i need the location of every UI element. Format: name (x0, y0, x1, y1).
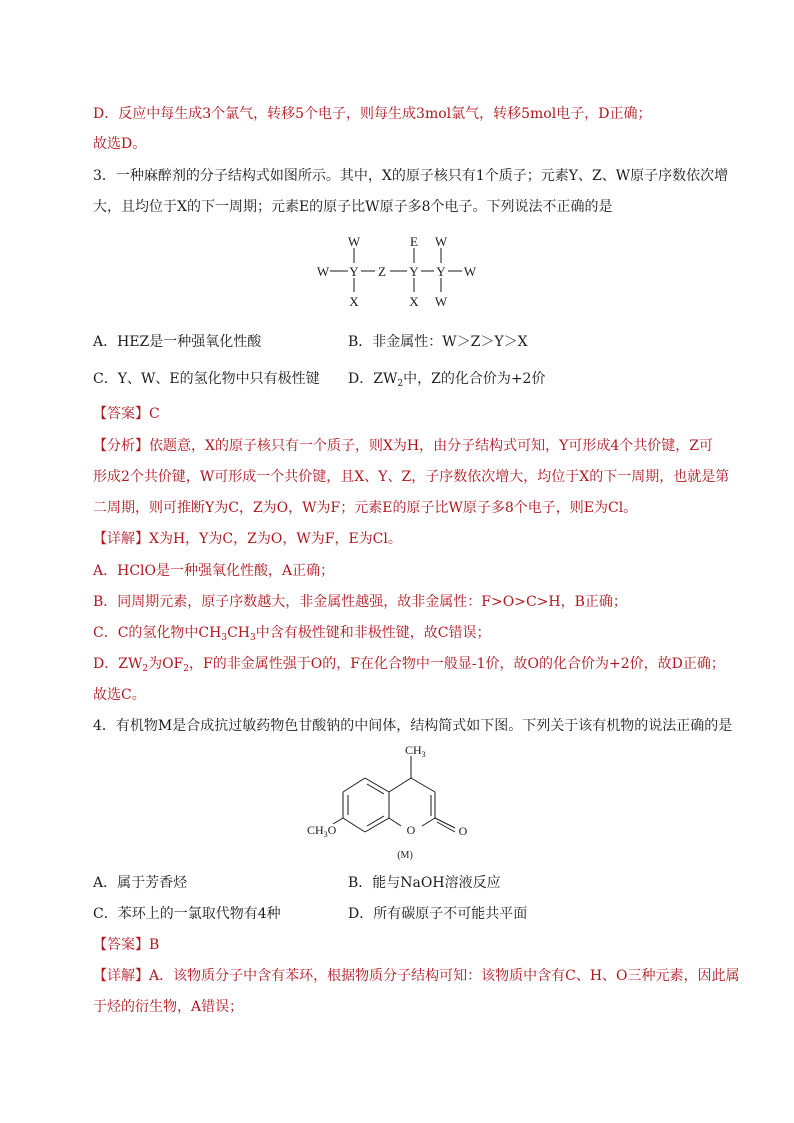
analysis-line-1: 【分析】依题意，X的原子核只有一个质子，则X为H，由分子结构式可知，Y可形成4个共价键，Z可 (93, 438, 714, 454)
detail-b: B．同周期元素，原子序数越大，非金属性越强，故非金属性：F>O>C>H，B正确； (93, 594, 627, 610)
atom-w-bottom: W (434, 294, 448, 309)
q3-option-a: A．HEZ是一种强氧化性酸 (93, 334, 262, 350)
detail-line-1: 【详解】X为H，Y为C，Z为O，W为F，E为Cl。 (93, 531, 402, 547)
question-3-line-2: 大，且均位于X的下一周期；元素E的原子比W原子多8个电子。下列说法不正确的是 (93, 199, 613, 215)
atom-x-2: X (409, 294, 419, 309)
q4-option-d: D．所有碳原子不可能共平面 (348, 906, 528, 922)
atom-y-3: Y (436, 264, 446, 279)
detail-4-line-1: 【详解】A．该物质分子中含有苯环，根据物质分子结构可知：该物质中含有C、H、O三种元素，因此属 (93, 968, 740, 984)
answer-3: 【答案】C (93, 406, 160, 422)
atom-y-2: Y (409, 264, 419, 279)
atom-y-1: Y (349, 264, 359, 279)
atom-w-right: W (463, 264, 477, 279)
atom-w-top-1: W (347, 234, 361, 249)
select-c-text: 故选C。 (93, 687, 146, 703)
molecule-structure-1 (310, 230, 490, 312)
q4-option-b: B．能与NaOH溶液反应 (348, 875, 501, 891)
q3-option-d: D．$ZW_2$中，Z的化合价为+2价 (348, 371, 546, 389)
question-3-line-1: 3．一种麻醉剂的分子结构式如图所示。其中，X的原子核只有1个质子；元素Y、Z、W原子序数依次增 (93, 168, 729, 184)
answer-4: 【答案】B (93, 937, 160, 953)
methyl-top-label: $CH_3$ (405, 743, 426, 759)
atom-z: Z (378, 264, 386, 279)
select-d-text: 故选D。 (93, 136, 147, 152)
q4-option-a: A．属于芳香烃 (93, 875, 188, 891)
ring-oxygen-label: O (406, 823, 416, 837)
methoxy-label: $CH_3O$ (307, 823, 337, 839)
molecule-structure-2 (305, 738, 485, 866)
question-4: 4．有机物M是合成抗过敏药物色甘酸钠的中间体，结构简式如下图。下列关于该有机物的说法正确的是 (93, 718, 733, 734)
atom-w-left: W (316, 264, 330, 279)
q4-option-c: C．苯环上的一氯取代物有4种 (93, 906, 281, 922)
analysis-line-3: 二周期，则可推断Y为C，Z为O，W为F；元素E的原子比W原子多8个电子，则E为Cl。 (93, 500, 638, 516)
detail-a: A．HClO是一种强氧化性酸，A正确； (93, 563, 335, 579)
option-d-text: D．反应中每生成3个氯气，转移5个电子，则每生成3mol氯气，转移5mol电子，D正确； (93, 106, 652, 122)
detail-c: C．C的氢化物中$CH_3CH_3$中含有极性键和非极性键，故C错误； (93, 625, 491, 643)
atom-e: E (410, 234, 418, 249)
atom-x-1: X (349, 294, 359, 309)
atom-w-top-2: W (434, 234, 448, 249)
q3-option-b: B．非金属性：W＞Z＞Y＞X (348, 334, 528, 350)
q3-option-c: C．Y、W、E的氢化物中只有极性键 (93, 371, 320, 387)
detail-4-line-2: 于烃的衍生物，A错误； (93, 999, 244, 1015)
molecule-caption: (M) (397, 850, 413, 861)
carbonyl-oxygen-label: O (458, 824, 468, 838)
detail-d: D．$ZW_2$为$OF_2$，F的非金属性强于O的，F在化合物中一般显-1价，故O的化合价为+2价，故D正确； (93, 656, 725, 674)
analysis-line-2: 形成2个共价键，W可形成一个共价键，且X、Y、Z，子序数依次增大，均位于X的下一周期，也就是第 (93, 469, 730, 485)
